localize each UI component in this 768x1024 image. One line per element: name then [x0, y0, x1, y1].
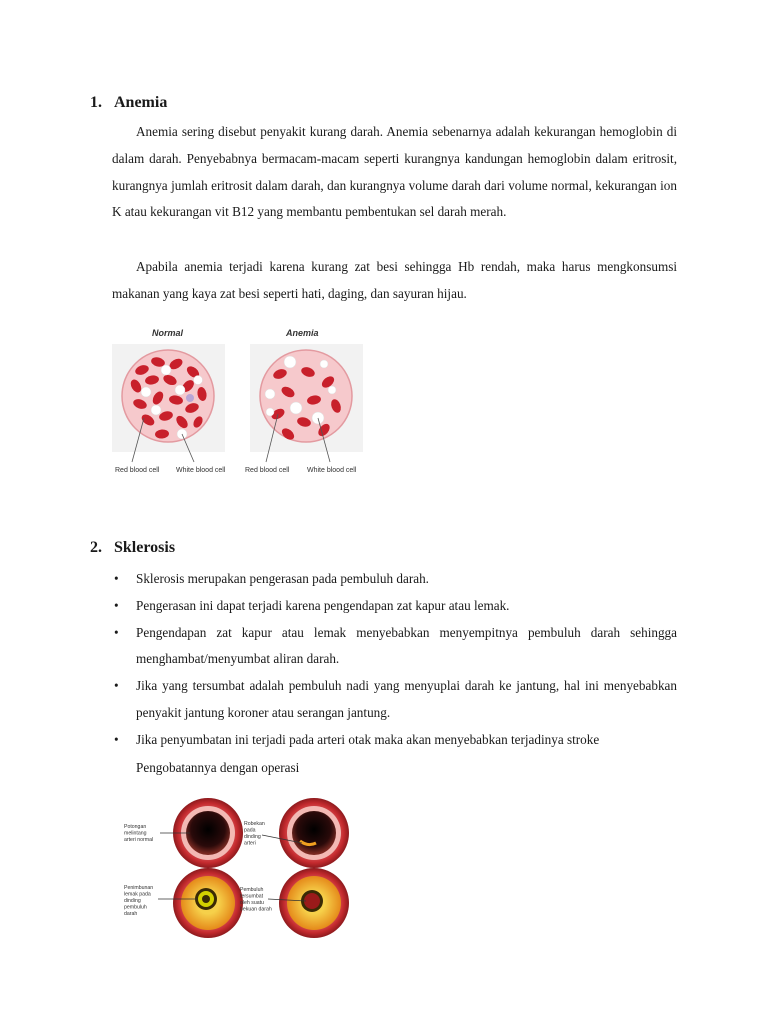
artery-blocked — [279, 868, 349, 938]
list-item: • Jika penyumbatan ini terjadi pada arteri otak maka akan menyebabkan terjadinya stroke — [112, 727, 677, 754]
label-bl-line: dinding — [124, 898, 141, 904]
artery-torn — [279, 798, 349, 868]
bullet-marker: • — [114, 597, 119, 613]
list-item: • Jika yang tersumbat adalah pembuluh nadi yang menyuplai darah ke jantung, hal ini menyebabkan penyakit jantung koroner atau serangan jantung. — [112, 673, 677, 727]
label-bl-line: darah — [124, 911, 138, 917]
label-red-blood-cell-normal: Red blood cell — [115, 467, 160, 474]
anemia-blood-circle — [260, 350, 352, 442]
artery-plaque — [173, 868, 243, 938]
bullet-marker: • — [114, 731, 119, 747]
label-tr-line: Robekan — [244, 821, 265, 827]
list-item: • Pengerasan ini dapat terjadi karena pengendapan zat kapur atau lemak. — [112, 593, 677, 620]
label-bl-line: lemak pada — [124, 891, 151, 898]
list-item: • Pengendapan zat kapur atau lemak menyebabkan menyempitnya pembuluh darah sehingga menghambat/menyumbat aliran darah. — [112, 620, 677, 674]
normal-blood-circle — [122, 350, 214, 442]
bullet-marker: • — [114, 571, 119, 586]
treatment-text: Pengobatannya dengan operasi — [136, 760, 300, 775]
anemia-paragraph-1: Anemia sering disebut penyakit kurang darah. Anemia sebenarnya adalah kekurangan hemoglobin di dalam darah. Penyebabnya bermacam-macam seperti kurangnya kandungan hemoglobin dalam eritrosit, kurangnya jumlah eritrosit dalam darah, dan kurangnya volume darah dari volume normal, kekurangan ion K atau kekurangan vit B12 yang membantu pembentukan sel darah merah. — [112, 124, 677, 220]
anemia-illustration — [110, 322, 366, 478]
artery-illustration — [120, 795, 356, 941]
label-br-line: oleh suatu — [240, 900, 264, 906]
section-number: 2. — [90, 539, 102, 556]
label-br-line: tersumbat — [240, 893, 264, 900]
section-anemia-heading — [90, 94, 167, 112]
label-tl-line: arteri normal — [124, 837, 154, 843]
label-white-blood-cell-anemia: White blood cell — [307, 467, 357, 474]
label-br-line: bekuan darah — [240, 906, 272, 913]
section-sklerosis-heading — [90, 539, 175, 557]
section-title: Anemia — [114, 94, 168, 111]
label-tl-line: Potongan — [124, 824, 147, 830]
anemia-title: Anemia — [286, 328, 319, 338]
label-red-blood-cell-anemia: Red blood cell — [245, 467, 290, 474]
label-tl-line: melintang — [124, 830, 147, 837]
bullet-marker: • — [114, 624, 119, 640]
label-tr-line: pada — [244, 827, 256, 834]
label-bl-line: pembuluh — [124, 904, 147, 911]
label-br-line: Pembuluh — [240, 887, 264, 893]
section-number: 1. — [90, 94, 102, 111]
sklerosis-bullet-list — [112, 566, 677, 754]
label-white-blood-cell-normal: White blood cell — [176, 467, 226, 474]
label-tr-line: arteri — [244, 840, 256, 847]
section-title: Sklerosis — [114, 539, 176, 556]
label-bl-line: Penimbunan — [124, 885, 154, 891]
anemia-paragraph-2: Apabila anemia terjadi karena kurang zat besi sehingga Hb rendah, maka harus mengkonsumsi makanan yang kaya zat besi seperti hati, daging, dan sayuran hijau. — [112, 259, 677, 301]
bullet-marker: • — [114, 678, 119, 694]
list-item: • Sklerosis merupakan pengerasan pada pembuluh darah. — [112, 566, 677, 593]
label-tr-line: dinding — [244, 834, 261, 840]
normal-title: Normal — [152, 328, 184, 338]
